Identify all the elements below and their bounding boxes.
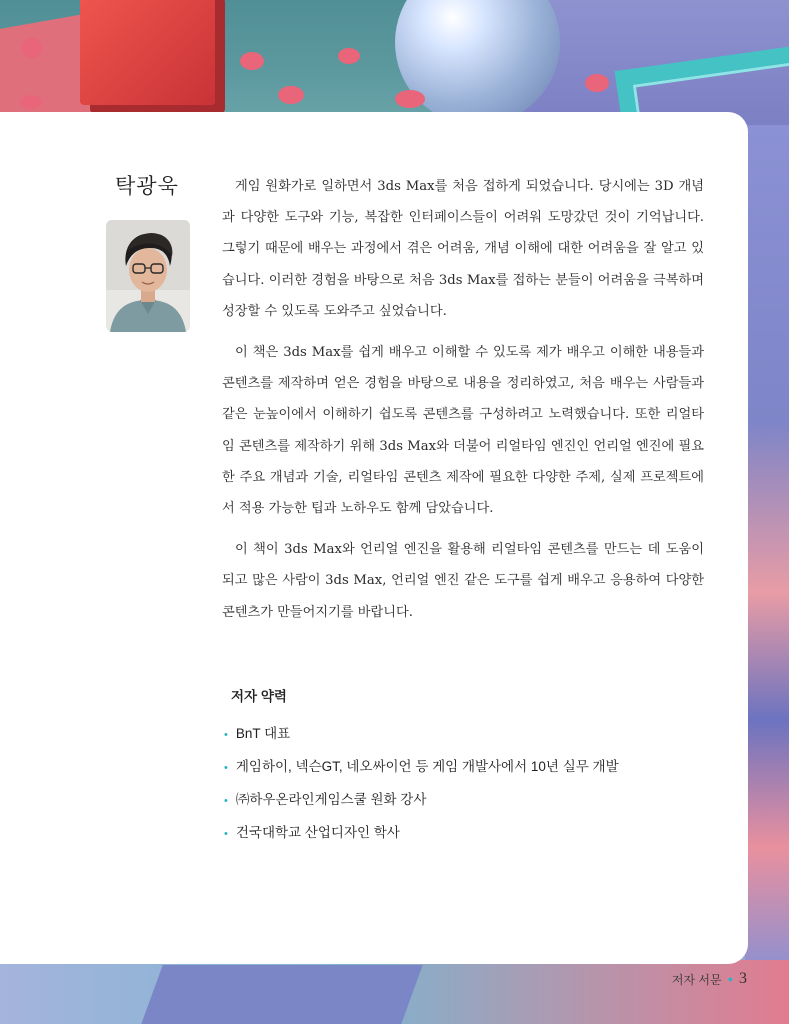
- footer-section-label: 저자 서문: [671, 972, 722, 987]
- red-cube-shape: [80, 0, 215, 105]
- bullet-icon: •: [224, 762, 228, 774]
- career-item-text: BnT 대표: [235, 726, 291, 741]
- page-footer: [672, 970, 747, 988]
- intro-paragraph: 이 책이 3ds Max와 언리얼 엔진을 활용해 리얼타임 콘텐츠를 만드는 데 도움이 되고 많은 사람이 3ds Max, 언리얼 엔진 같은 도구를 쉽게 배우고 응용하여 다양한 콘텐츠가 만들어지기를 바랍니다.: [222, 542, 704, 620]
- bullet-icon: •: [224, 828, 228, 840]
- career-heading: 저자 약력: [231, 689, 287, 704]
- bullet-icon: •: [224, 729, 228, 741]
- author-introduction: [222, 171, 704, 638]
- pink-dot: [585, 74, 609, 92]
- career-item: [224, 816, 619, 849]
- pink-dot: [278, 86, 304, 104]
- career-item-text: ㈜하우온라인게임스쿨 원화 강사: [235, 792, 427, 807]
- author-portrait-image: [106, 220, 190, 332]
- pink-dot: [240, 52, 264, 70]
- intro-paragraph: 이 책은 3ds Max를 쉽게 배우고 이해할 수 있도록 제가 배우고 이해한 내용들과 콘텐츠를 제작하며 얻은 경험을 바탕으로 내용을 정리하였고, 처음 배우는 사람들과 같은 눈높이에서 이해하기 쉽도록 콘텐츠를 구성하려고 노력했습니다. 또한 리얼타임 콘텐츠를 제작하기 위해 3ds Max와 더불어 리얼타임 엔진인 언리얼 엔진에 필요한 주요 개념과 기술, 리얼타임 콘텐츠 제작에 필요한 다양한 주제, 실제 프로젝트에서 적용 가능한 팁과 노하우도 함께 담았습니다.: [222, 345, 704, 517]
- career-item: [224, 783, 619, 816]
- page-number: 3: [739, 970, 747, 987]
- background-right-strip: [745, 125, 789, 975]
- pink-dot: [22, 38, 42, 58]
- author-name: 탁광욱: [115, 175, 179, 198]
- background-bottom-block: [137, 965, 422, 1024]
- pink-dot: [20, 95, 42, 109]
- career-list: [224, 717, 619, 849]
- author-photo: [106, 220, 190, 332]
- career-item: [224, 717, 619, 750]
- career-item-text: 건국대학교 산업디자인 학사: [235, 825, 400, 840]
- footer-dot-icon: ●: [727, 974, 733, 984]
- intro-paragraph: 게임 원화가로 일하면서 3ds Max를 처음 접하게 되었습니다. 당시에는 3D 개념과 다양한 도구와 기능, 복잡한 인터페이스들이 어려워 도망갔던 것이 기억납니다. 그렇기 때문에 배우는 과정에서 겪은 어려움, 개념 이해에 대한 어려움을 잘 알고 있습니다. 이러한 경험을 바탕으로 처음 3ds Max를 접하는 분들이 어려움을 극복하며 성장할 수 있도록 도와주고 싶었습니다.: [222, 179, 704, 319]
- pink-dot: [338, 48, 360, 64]
- pink-dot: [395, 90, 425, 108]
- bullet-icon: •: [224, 795, 228, 807]
- career-item: [224, 750, 619, 783]
- career-item-text: 게임하이, 넥슨GT, 네오싸이언 등 게임 개발사에서 10년 실무 개발: [235, 759, 619, 774]
